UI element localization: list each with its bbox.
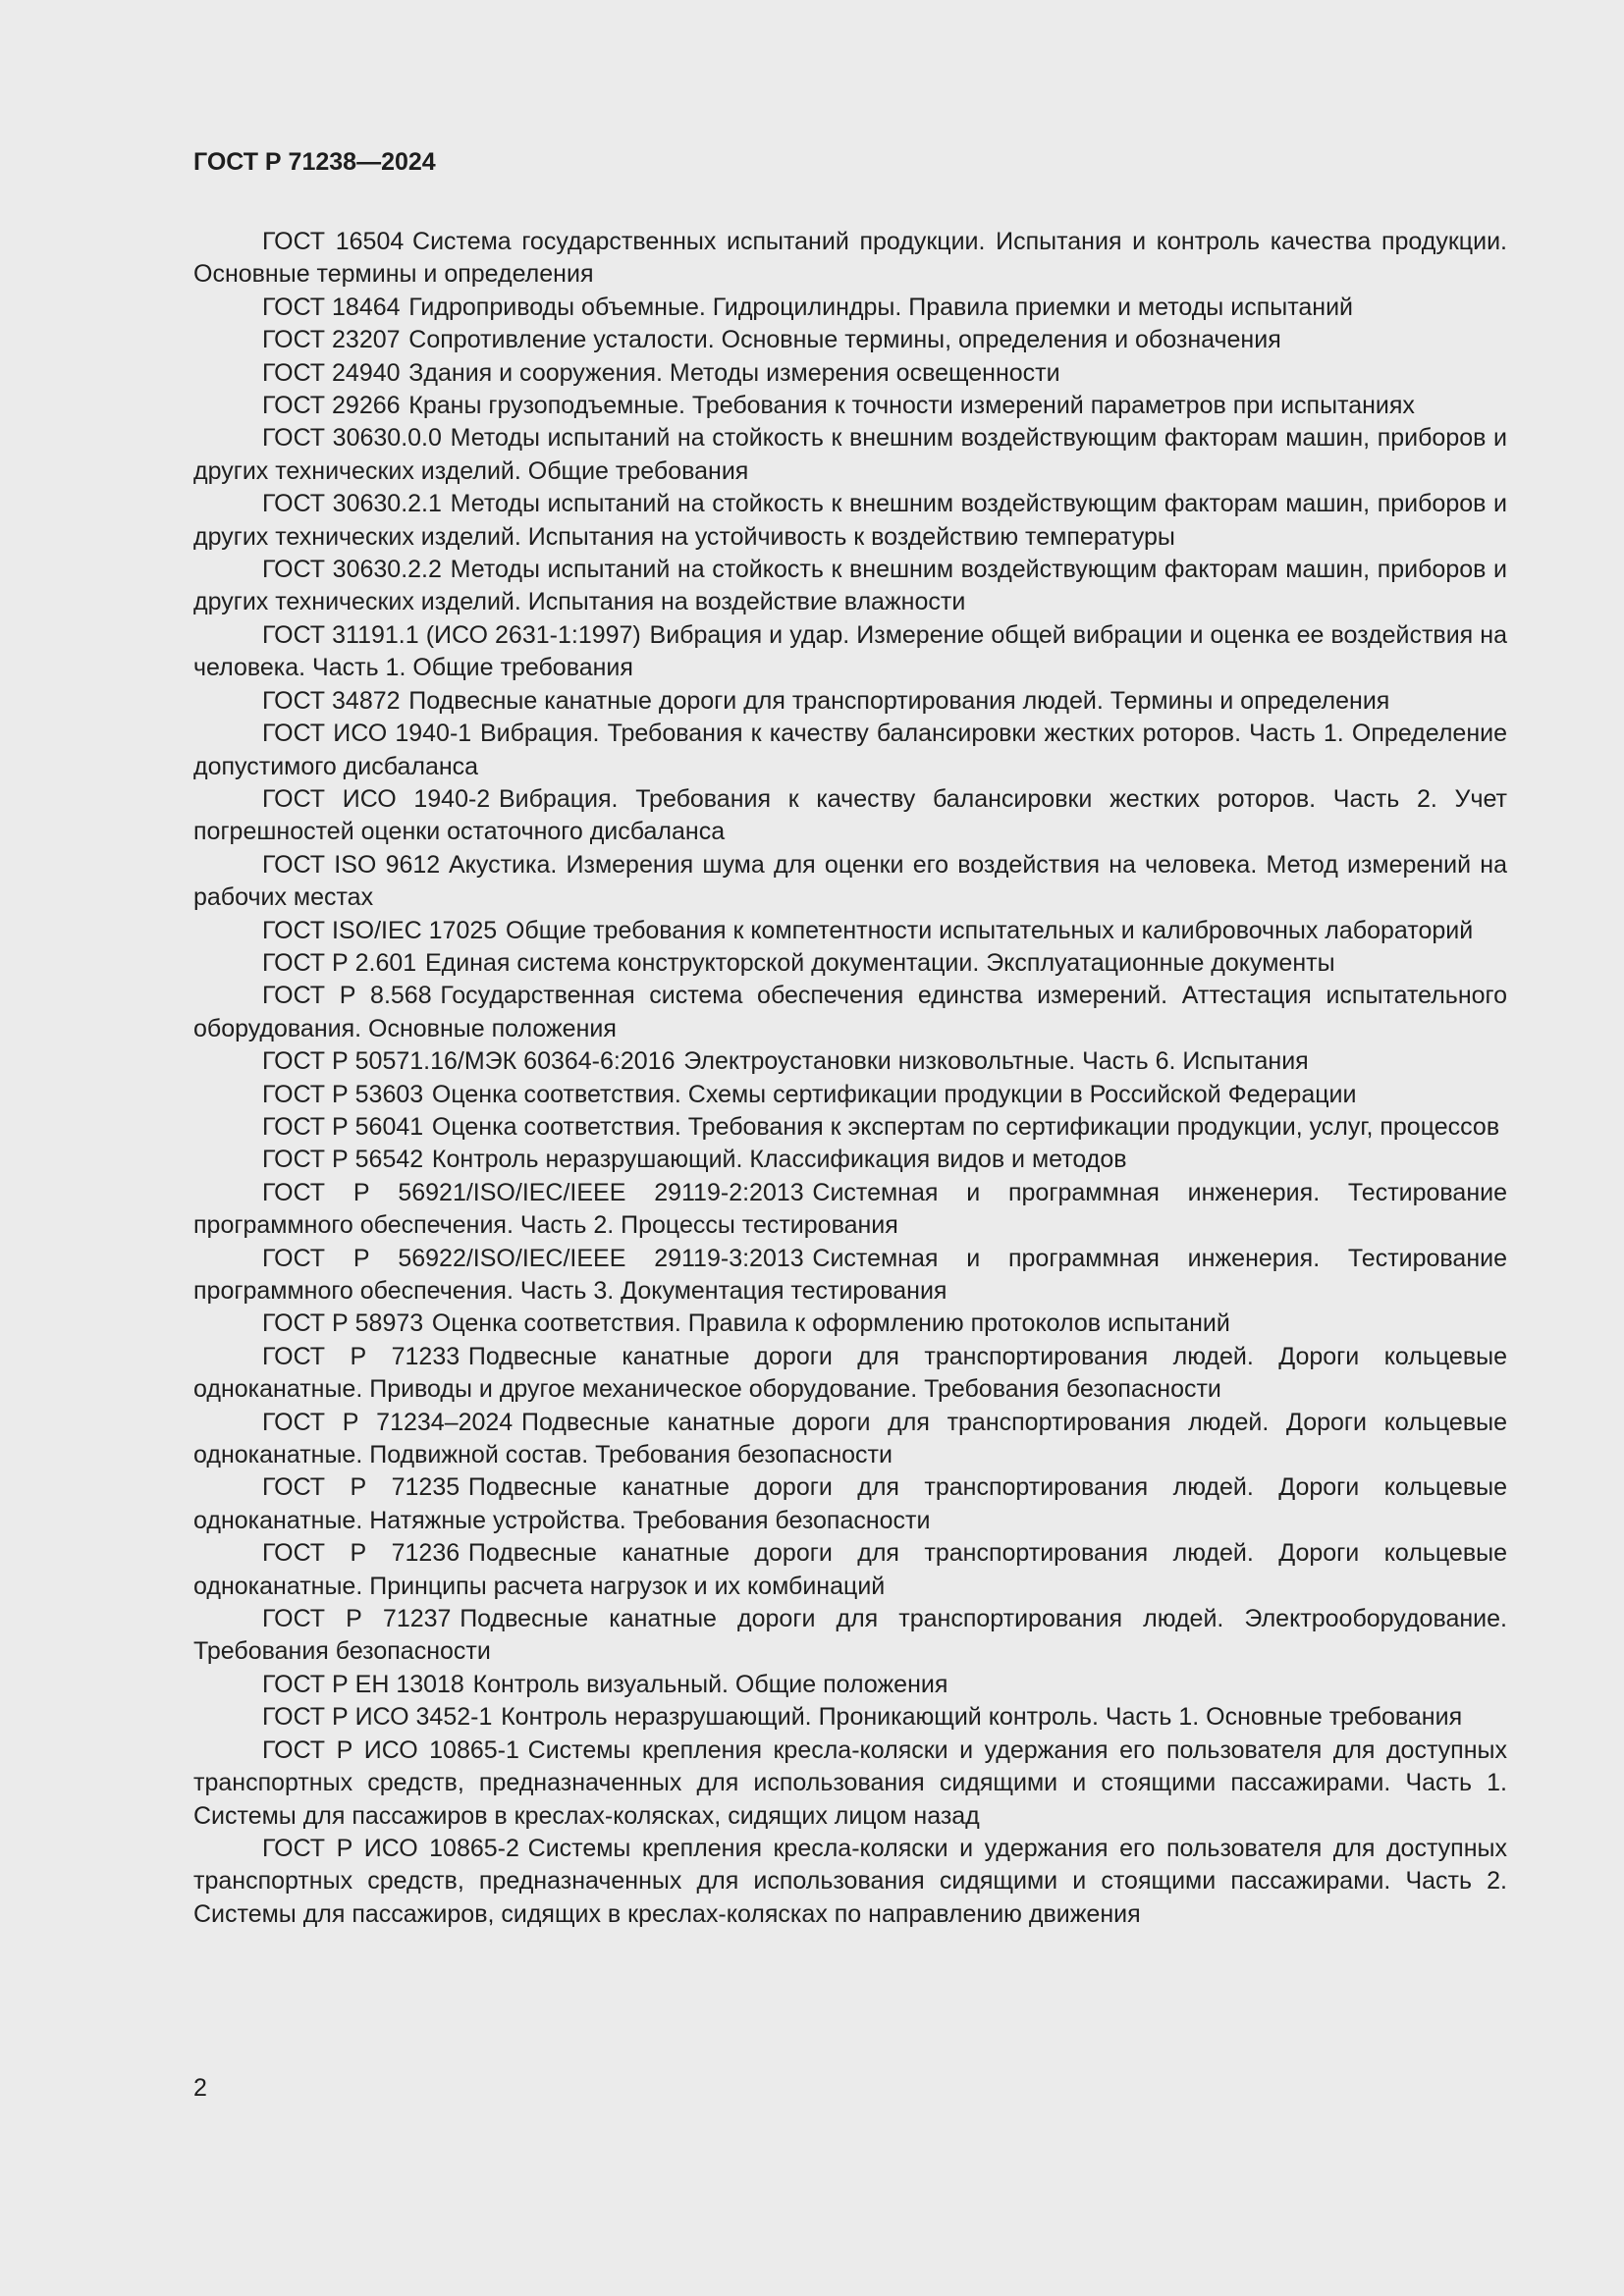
- reference-entry: [193, 1735, 1507, 1833]
- reference-entry: [193, 1603, 1507, 1669]
- reference-entry: [193, 1079, 1507, 1111]
- reference-title: Подвесные канатные дороги для транспортирования людей. Дороги кольцевые одноканатные. Подвижной состав. Требования безопасности: [193, 1408, 1507, 1469]
- reference-entry: [193, 1701, 1507, 1734]
- document-code-header: ГОСТ Р 71238—2024: [193, 148, 436, 176]
- reference-title: Методы испытаний на стойкость к внешним воздействующим факторам машин, приборов и других технических изделий. Испытания на устойчивость к воздействию температуры: [193, 490, 1507, 551]
- reference-entry: [193, 1111, 1507, 1144]
- reference-title: Вибрация и удар. Измерение общей вибрации и оценка ее воздействия на человека. Часть 1. Общие требования: [193, 620, 1507, 682]
- reference-code: ГОСТ Р ИСО 10865-2: [262, 1834, 519, 1862]
- reference-entry: [193, 1144, 1507, 1176]
- reference-entry: [193, 554, 1507, 619]
- reference-code: ГОСТ Р 71233: [262, 1342, 460, 1370]
- reference-title: Оценка соответствия. Требования к экспертам по сертификации продукции, услуг, процессов: [431, 1112, 1500, 1141]
- reference-title: Подвесные канатные дороги для транспортирования людей. Дороги кольцевые одноканатные. Натяжные устройства. Требования безопасности: [193, 1473, 1507, 1534]
- reference-entry: [193, 619, 1507, 685]
- reference-code: ГОСТ Р 2.601: [262, 948, 417, 977]
- reference-title: Краны грузоподъемные. Требования к точности измерений параметров при испытаниях: [408, 392, 1415, 420]
- reference-code: ГОСТ Р 56041: [262, 1112, 424, 1141]
- reference-title: Государственная система обеспечения единства измерений. Аттестация испытательного оборудования. Основные положения: [193, 982, 1507, 1042]
- reference-entry: [193, 980, 1507, 1045]
- reference-title: Оценка соответствия. Правила к оформлению протоколов испытаний: [431, 1309, 1230, 1338]
- reference-code: ГОСТ Р 71235: [262, 1473, 460, 1502]
- reference-code: ГОСТ Р 8.568: [262, 982, 432, 1010]
- reference-entry: [193, 685, 1507, 718]
- reference-title: Здания и сооружения. Методы измерения освещенности: [408, 358, 1060, 387]
- reference-entry: [193, 226, 1507, 292]
- reference-title: Системная и программная инженерия. Тестирование программного обеспечения. Часть 2. Процессы тестирования: [193, 1178, 1508, 1240]
- reference-code: ГОСТ 23207: [262, 326, 401, 354]
- reference-title: Контроль визуальный. Общие положения: [472, 1670, 948, 1698]
- reference-entry: [193, 1243, 1507, 1308]
- reference-code: ГОСТ Р 56542: [262, 1146, 424, 1174]
- reference-code: ГОСТ ISO/IEC 17025: [262, 916, 498, 944]
- reference-entry: [193, 390, 1507, 422]
- reference-entry: [193, 1537, 1507, 1603]
- reference-title: Единая система конструкторской документации. Эксплуатационные документы: [424, 948, 1335, 977]
- reference-title: Сопротивление усталости. Основные термины, определения и обозначения: [408, 326, 1281, 354]
- reference-code: ГОСТ Р ЕН 13018: [262, 1670, 464, 1698]
- reference-code: ГОСТ Р 50571.16/МЭК 60364-6:2016: [262, 1047, 676, 1076]
- reference-code: ГОСТ 31191.1 (ИСО 2631-1:1997): [262, 620, 641, 649]
- reference-title: Системная и программная инженерия. Тестирование программного обеспечения. Часть 3. Документация тестирования: [193, 1244, 1508, 1305]
- reference-title: Оценка соответствия. Схемы сертификации продукции в Российской Федерации: [431, 1080, 1357, 1108]
- reference-title: Вибрация. Требования к качеству балансировки жестких роторов. Часть 1. Определение допустимого дисбаланса: [193, 720, 1507, 780]
- reference-code: ГОСТ 18464: [262, 293, 401, 321]
- reference-entry: [193, 292, 1507, 324]
- reference-code: ГОСТ 30630.2.2: [262, 556, 442, 584]
- reference-code: ГОСТ 24940: [262, 358, 401, 387]
- reference-code: ГОСТ ISO 9612: [262, 850, 441, 879]
- reference-entry: [193, 915, 1507, 947]
- page-number: 2: [193, 2074, 207, 2102]
- reference-title: Гидроприводы объемные. Гидроцилиндры. Правила приемки и методы испытаний: [408, 293, 1354, 321]
- normative-references-list: [193, 226, 1507, 1931]
- reference-entry: [193, 947, 1507, 980]
- reference-code: ГОСТ Р 58973: [262, 1309, 424, 1338]
- reference-entry: [193, 1341, 1507, 1407]
- reference-title: Общие требования к компетентности испытательных и калибровочных лабораторий: [505, 916, 1474, 944]
- reference-code: ГОСТ 16504: [262, 228, 405, 255]
- reference-code: ГОСТ 29266: [262, 392, 401, 420]
- reference-code: ГОСТ Р 71237: [262, 1605, 452, 1633]
- reference-title: Электроустановки низковольтные. Часть 6. Испытания: [683, 1047, 1309, 1076]
- reference-code: ГОСТ 30630.0.0: [262, 424, 442, 453]
- reference-title: Контроль неразрушающий. Проникающий контроль. Часть 1. Основные требования: [501, 1703, 1463, 1732]
- reference-code: ГОСТ ИСО 1940-1: [262, 720, 472, 748]
- reference-title: Подвесные канатные дороги для транспортирования людей. Дороги кольцевые одноканатные. Принципы расчета нагрузок и их комбинаций: [193, 1539, 1507, 1600]
- reference-code: ГОСТ 30630.2.1: [262, 490, 442, 518]
- reference-title: Подвесные канатные дороги для транспортирования людей. Термины и определения: [408, 686, 1390, 715]
- reference-code: ГОСТ Р 71236: [262, 1539, 460, 1568]
- reference-code: ГОСТ 34872: [262, 686, 401, 715]
- reference-code: ГОСТ Р 71234–2024: [262, 1408, 514, 1436]
- reference-entry: [193, 1308, 1507, 1340]
- reference-title: Подвесные канатные дороги для транспортирования людей. Дороги кольцевые одноканатные. Приводы и другое механическое оборудование. Требования безопасности: [193, 1342, 1507, 1404]
- reference-entry: [193, 324, 1507, 356]
- reference-entry: [193, 1471, 1507, 1537]
- reference-entry: [193, 1833, 1507, 1931]
- reference-code: ГОСТ Р 53603: [262, 1080, 424, 1108]
- reference-title: Подвесные канатные дороги для транспортирования людей. Электрооборудование. Требования безопасности: [193, 1605, 1507, 1666]
- reference-code: ГОСТ ИСО 1940-2: [262, 784, 491, 813]
- reference-title: Вибрация. Требования к качеству балансировки жестких роторов. Часть 2. Учет погрешностей оценки остаточного дисбаланса: [193, 784, 1507, 846]
- reference-code: ГОСТ Р ИСО 3452-1: [262, 1703, 493, 1732]
- reference-entry: [193, 849, 1507, 915]
- reference-title: Акустика. Измерения шума для оценки его воздействия на человека. Метод измерений на рабочих местах: [193, 850, 1507, 912]
- reference-entry: [193, 422, 1507, 488]
- reference-title: Контроль неразрушающий. Классификация видов и методов: [431, 1146, 1127, 1174]
- reference-title: Системы крепления кресла-коляски и удержания его пользователя для доступных транспортных средств, предназначенных для использования сидящими и стоящими пассажирами. Часть 1. Системы для пассажиров в креслах-колясках, сидящих лицом назад: [193, 1735, 1507, 1830]
- reference-title: Система государственных испытаний продукции. Испытания и контроль качества продукции. Основные термины и определения: [193, 228, 1507, 289]
- reference-entry: [193, 1407, 1507, 1472]
- reference-entry: [193, 1669, 1507, 1701]
- reference-code: ГОСТ Р ИСО 10865-1: [262, 1735, 519, 1764]
- reference-title: Методы испытаний на стойкость к внешним воздействующим факторам машин, приборов и других технических изделий. Общие требования: [193, 424, 1507, 485]
- reference-title: Системы крепления кресла-коляски и удержания его пользователя для доступных транспортных средств, предназначенных для использования сидящими и стоящими пассажирами. Часть 2. Системы для пассажиров, сидящих в креслах-колясках по направлению движения: [193, 1834, 1507, 1928]
- reference-code: ГОСТ Р 56921/ISO/IEC/IEEE 29119-2:2013: [262, 1178, 804, 1206]
- reference-entry: [193, 1177, 1507, 1243]
- reference-title: Методы испытаний на стойкость к внешним воздействующим факторам машин, приборов и других технических изделий. Испытания на воздействие влажности: [193, 556, 1507, 616]
- reference-entry: [193, 718, 1507, 783]
- reference-code: ГОСТ Р 56922/ISO/IEC/IEEE 29119-3:2013: [262, 1244, 804, 1272]
- reference-entry: [193, 783, 1507, 849]
- reference-entry: [193, 488, 1507, 554]
- reference-entry: [193, 1045, 1507, 1078]
- reference-entry: [193, 357, 1507, 390]
